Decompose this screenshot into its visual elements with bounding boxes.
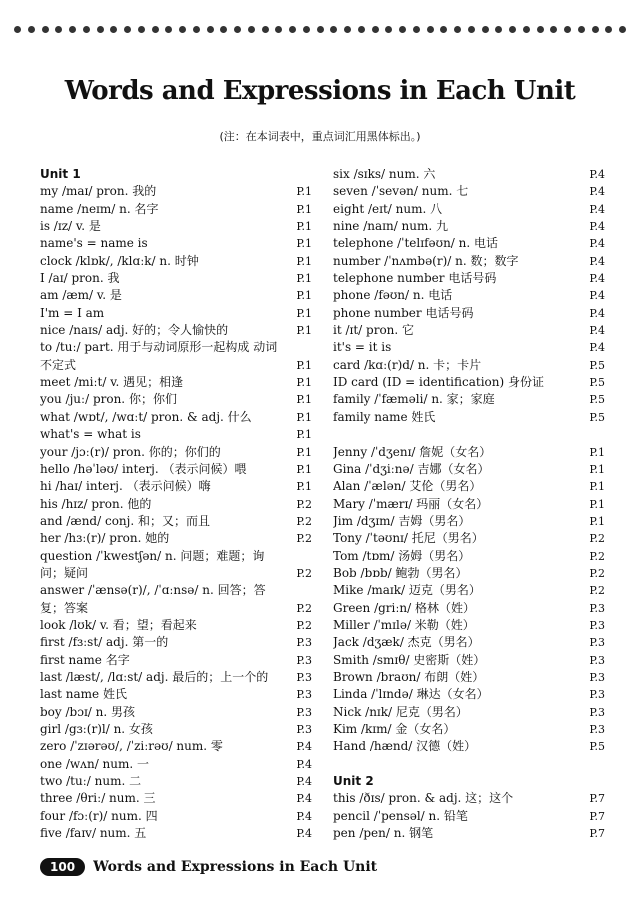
entry-page-ref: P.3 xyxy=(589,723,605,736)
vocab-entry xyxy=(333,496,605,513)
entry-text: Tom /tɒm/ 汤姆（男名） xyxy=(333,548,471,563)
unit-heading: Unit 1 xyxy=(40,167,81,181)
entry-text: Jack /dʒæk/ 杰克（男名） xyxy=(333,635,480,650)
border-dot xyxy=(523,26,530,33)
border-dot xyxy=(454,26,461,33)
vocab-entry xyxy=(333,478,605,495)
entry-page-ref: P.1 xyxy=(296,445,312,459)
entry-page-ref: P.1 xyxy=(296,462,312,476)
border-dot xyxy=(207,26,214,33)
vocab-entry xyxy=(333,565,605,582)
vocab-entry xyxy=(40,183,312,200)
entry-text: phone /fəʊn/ n. 电话 xyxy=(333,288,453,303)
vocab-entry xyxy=(333,704,605,721)
entry-text: girl /gɜː(r)l/ n. 女孩 xyxy=(40,722,153,736)
border-dot xyxy=(248,26,255,33)
entry-page-ref: P.1 xyxy=(296,410,312,424)
border-dot xyxy=(55,26,62,33)
entry-text: three /θriː/ num. 三 xyxy=(40,791,156,806)
entry-page-ref: P.3 xyxy=(296,636,312,650)
vocab-entry xyxy=(40,530,312,547)
entry-text: Jenny /ˈdʒenɪ/ 詹妮（女名） xyxy=(333,444,492,459)
entry-page-ref: P.2 xyxy=(296,601,312,615)
border-dot xyxy=(275,26,282,33)
left-column xyxy=(40,166,312,842)
entry-text: ID card (ID = identification) 身份证 xyxy=(333,375,545,390)
entry-text: hello /həˈləʊ/ interj. （表示问候）喂 xyxy=(40,461,247,476)
border-dot xyxy=(317,26,324,33)
entry-page-ref: P.1 xyxy=(296,272,312,286)
entry-page-ref: P.3 xyxy=(589,653,605,667)
border-dot xyxy=(234,26,241,33)
vocab-entry xyxy=(333,617,605,634)
entry-text: Mike /maɪk/ 迈克（男名） xyxy=(333,583,481,598)
entry-page-ref: P.4 xyxy=(589,254,605,268)
entry-text: Alan /ˈælən/ 艾伦（男名） xyxy=(333,479,482,494)
entry-text: name /neɪm/ n. 名字 xyxy=(40,201,159,216)
entry-page-ref: P.5 xyxy=(589,410,605,424)
vocab-entry xyxy=(333,808,605,825)
entry-page-ref: P.7 xyxy=(589,809,605,823)
entry-text: his /hɪz/ pron. 他的 xyxy=(40,496,152,511)
entry-page-ref: P.4 xyxy=(589,237,605,251)
border-dot xyxy=(262,26,269,33)
border-dot xyxy=(69,26,76,33)
border-dot xyxy=(564,26,571,33)
entry-page-ref: P.4 xyxy=(589,185,605,199)
vocab-entry xyxy=(40,444,312,461)
vocab-entry xyxy=(333,339,605,356)
entry-page-ref: P.5 xyxy=(589,393,605,407)
entry-page-ref: P.4 xyxy=(296,740,312,754)
entry-page-ref: P.4 xyxy=(589,272,605,286)
entry-text: last /læst/, /lɑːst/ adj. 最后的；上一个的 xyxy=(40,669,269,684)
unit-heading: Unit 2 xyxy=(333,774,374,789)
entry-text: one /wʌn/ num. 一 xyxy=(40,756,150,771)
entry-page-ref: P.5 xyxy=(589,358,605,372)
border-dot xyxy=(358,26,365,33)
entry-text: her /hɜː(r)/ pron. 她的 xyxy=(40,531,170,546)
border-dot xyxy=(289,26,296,33)
entry-text: answer /ˈænsə(r)/, /ˈɑːnsə/ n. 回答；答复；答案 xyxy=(40,583,266,615)
entry-text: Green /griːn/ 格林（姓） xyxy=(333,600,475,615)
page-title: Words and Expressions in Each Unit xyxy=(64,76,576,106)
vocab-entry xyxy=(40,808,312,825)
border-dot xyxy=(509,26,516,33)
entry-text: Mary /ˈmærɪ/ 玛丽（女名） xyxy=(333,496,489,511)
entry-text: what /wɒt/, /wɑːt/ pron. & adj. 什么 xyxy=(40,409,252,424)
vocab-entry xyxy=(333,461,605,478)
entry-page-ref: P.3 xyxy=(589,670,605,684)
entry-text: six /sɪks/ num. 六 xyxy=(333,167,436,181)
border-dot xyxy=(220,26,227,33)
entry-text: nice /naɪs/ adj. 好的；令人愉快的 xyxy=(40,323,229,338)
entry-page-ref: P.4 xyxy=(589,220,605,234)
entry-page-ref: P.1 xyxy=(296,185,312,199)
entry-page-ref: P.2 xyxy=(589,532,605,546)
entry-text: it's = it is xyxy=(333,340,392,355)
entry-text: pencil /ˈpensəl/ n. 铅笔 xyxy=(333,808,468,823)
entry-text: two /tuː/ num. 二 xyxy=(40,774,142,789)
entry-page-ref: P.3 xyxy=(589,636,605,650)
entry-page-ref: P.1 xyxy=(296,376,312,390)
border-dot xyxy=(440,26,447,33)
entry-page-ref: P.4 xyxy=(589,289,605,303)
vocab-entry xyxy=(333,374,605,391)
vocab-entry xyxy=(40,513,312,530)
border-dot xyxy=(399,26,406,33)
entry-text: Smith /smɪθ/ 史密斯（姓） xyxy=(333,652,486,667)
entry-text: I /aɪ/ pron. 我 xyxy=(40,271,120,286)
border-dot xyxy=(165,26,172,33)
entry-text: last name 姓氏 xyxy=(40,687,127,702)
vocab-entry xyxy=(333,669,605,686)
vocab-entry xyxy=(40,582,312,617)
vocab-entry xyxy=(333,235,605,252)
entry-text: phone number 电话号码 xyxy=(333,305,474,320)
vocab-entry xyxy=(40,426,312,443)
entry-text: Miller /ˈmɪlə/ 米勒（姓） xyxy=(333,617,475,632)
border-dot xyxy=(344,26,351,33)
entry-page-ref: P.7 xyxy=(589,827,605,841)
entry-page-ref: P.3 xyxy=(296,670,312,684)
border-dot xyxy=(97,26,104,33)
entry-text: meet /miːt/ v. 遇见；相逢 xyxy=(40,375,184,390)
vocab-entry xyxy=(40,409,312,426)
vocab-entry xyxy=(40,738,312,755)
vocab-entry xyxy=(40,322,312,339)
vocab-entry xyxy=(40,391,312,408)
entry-page-ref: P.1 xyxy=(589,462,605,476)
entry-text: to /tuː/ part. 用于与动词原形一起构成 动词不定式 xyxy=(40,340,278,372)
vocab-entry xyxy=(40,634,312,651)
entry-text: eight /eɪt/ num. 八 xyxy=(333,201,443,216)
decorative-dot-border xyxy=(14,26,626,36)
border-dot xyxy=(578,26,585,33)
vocab-entry xyxy=(333,825,605,842)
page-footer xyxy=(40,858,377,876)
border-dot xyxy=(303,26,310,33)
vocab-entry xyxy=(40,339,312,374)
entry-text: is /ɪz/ v. 是 xyxy=(40,219,101,234)
entry-page-ref: P.1 xyxy=(296,480,312,494)
entry-text: family name 姓氏 xyxy=(333,409,436,424)
entry-page-ref: P.3 xyxy=(296,723,312,736)
entry-page-ref: P.4 xyxy=(589,202,605,216)
entry-page-ref: P.2 xyxy=(296,514,312,528)
border-dot xyxy=(14,26,21,33)
entry-page-ref: P.4 xyxy=(589,324,605,338)
entry-page-ref: P.3 xyxy=(589,705,605,719)
entry-text: you /juː/ pron. 你；你们 xyxy=(40,392,177,407)
border-dot xyxy=(619,26,626,33)
vocab-entry xyxy=(333,652,605,669)
entry-text: look /lʊk/ v. 看；望；看起来 xyxy=(40,617,197,632)
border-dot xyxy=(83,26,90,33)
entry-page-ref: P.3 xyxy=(296,688,312,702)
vocab-entry xyxy=(40,496,312,513)
vocab-entry xyxy=(333,166,605,183)
entry-text: what's = what is xyxy=(40,427,141,442)
vocab-entry xyxy=(40,548,312,583)
vocab-entry xyxy=(40,374,312,391)
entry-text: zero /ˈzɪərəʊ/, /ˈziːrəʊ/ num. 零 xyxy=(40,739,223,754)
vocab-entry xyxy=(333,270,605,287)
border-dot xyxy=(179,26,186,33)
entry-text: telephone number 电话号码 xyxy=(333,271,497,286)
vocab-entry xyxy=(40,201,312,218)
entry-text: pen /pen/ n. 钢笔 xyxy=(333,826,434,841)
border-dot xyxy=(330,26,337,33)
vocab-entry xyxy=(333,305,605,322)
entry-text: Hand /hænd/ 汉德（姓） xyxy=(333,739,477,754)
section-gap xyxy=(333,756,605,773)
entry-text: this /ðɪs/ pron. & adj. 这；这个 xyxy=(333,791,514,806)
border-dot xyxy=(605,26,612,33)
entry-text: nine /naɪn/ num. 九 xyxy=(333,219,449,234)
entry-page-ref: P.4 xyxy=(296,809,312,823)
vocab-entry xyxy=(333,444,605,461)
entry-page-ref: P.1 xyxy=(296,289,312,303)
entry-text: seven /ˈsevən/ num. 七 xyxy=(333,184,469,199)
page-number-badge: 100 xyxy=(40,858,85,876)
entry-page-ref: P.1 xyxy=(296,237,312,251)
vocab-entry xyxy=(40,253,312,270)
vocab-entry xyxy=(333,634,605,651)
entry-text: first /fɜːst/ adj. 第一的 xyxy=(40,635,169,650)
entry-text: Tony /ˈtəʊnɪ/ 托尼（男名） xyxy=(333,531,484,546)
entry-page-ref: P.4 xyxy=(589,168,605,181)
entry-text: card /kɑː(r)d/ n. 卡；卡片 xyxy=(333,357,482,372)
vocab-entry xyxy=(333,738,605,755)
border-dot xyxy=(110,26,117,33)
entry-text: am /æm/ v. 是 xyxy=(40,288,122,303)
entry-page-ref: P.3 xyxy=(589,688,605,702)
vocab-entry xyxy=(333,201,605,218)
border-dot xyxy=(537,26,544,33)
border-dot xyxy=(372,26,379,33)
entry-page-ref: P.1 xyxy=(296,324,312,338)
vocab-entry xyxy=(333,790,605,807)
vocab-entry xyxy=(333,686,605,703)
vocab-entry xyxy=(333,530,605,547)
entry-text: hi /haɪ/ interj. （表示问候）嗨 xyxy=(40,479,211,494)
entry-page-ref: P.1 xyxy=(589,514,605,528)
vocab-entry xyxy=(40,235,312,252)
footer-title: Words and Expressions in Each Unit xyxy=(93,859,378,875)
entry-page-ref: P.2 xyxy=(589,549,605,563)
entry-page-ref: P.3 xyxy=(296,705,312,719)
vocab-entry xyxy=(333,721,605,738)
vocab-entry xyxy=(333,391,605,408)
entry-page-ref: P.2 xyxy=(296,497,312,511)
vocab-entry xyxy=(40,218,312,235)
entry-page-ref: P.4 xyxy=(296,792,312,806)
entry-page-ref: P.4 xyxy=(296,775,312,789)
entry-text: I'm = I am xyxy=(40,305,105,320)
vocab-entry xyxy=(333,513,605,530)
entry-text: boy /bɔɪ/ n. 男孩 xyxy=(40,704,135,719)
entry-page-ref: P.2 xyxy=(296,532,312,546)
border-dot xyxy=(413,26,420,33)
vocab-entry xyxy=(40,790,312,807)
border-dot xyxy=(138,26,145,33)
vocab-entry xyxy=(333,548,605,565)
entry-page-ref: P.5 xyxy=(589,740,605,754)
entry-page-ref: P.2 xyxy=(296,618,312,632)
border-dot xyxy=(550,26,557,33)
vocab-entry xyxy=(333,600,605,617)
entry-page-ref: P.1 xyxy=(589,497,605,511)
border-dot xyxy=(28,26,35,33)
right-column xyxy=(333,166,605,842)
border-dot xyxy=(468,26,475,33)
vocab-entry xyxy=(333,253,605,270)
entry-page-ref: P.1 xyxy=(296,220,312,234)
section-gap xyxy=(333,426,605,443)
entry-text: Nick /nɪk/ 尼克（男名） xyxy=(333,704,468,719)
entry-text: and /ænd/ conj. 和；又；而且 xyxy=(40,513,210,528)
vocab-entry xyxy=(40,773,312,790)
entry-page-ref: P.4 xyxy=(296,827,312,841)
entry-text: Kim /kɪm/ 金（女名） xyxy=(333,722,456,736)
entry-text: four /fɔː(r)/ num. 四 xyxy=(40,808,158,823)
entry-text: clock /klɒk/, /klɑːk/ n. 时钟 xyxy=(40,253,199,268)
border-dot xyxy=(152,26,159,33)
entry-page-ref: P.2 xyxy=(589,584,605,598)
entry-text: my /maɪ/ pron. 我的 xyxy=(40,184,157,199)
entry-page-ref: P.1 xyxy=(296,254,312,268)
border-dot xyxy=(124,26,131,33)
vocab-entry xyxy=(40,287,312,304)
vocab-entry xyxy=(40,652,312,669)
vocab-entry xyxy=(40,305,312,322)
entry-text: name's = name is xyxy=(40,236,148,251)
entry-text: number /ˈnʌmbə(r)/ n. 数；数字 xyxy=(333,253,519,268)
vocab-entry xyxy=(40,825,312,842)
entry-page-ref: P.3 xyxy=(296,653,312,667)
vocab-entry xyxy=(333,218,605,235)
entry-page-ref: P.4 xyxy=(589,341,605,355)
border-dot xyxy=(495,26,502,33)
entry-page-ref: P.7 xyxy=(589,792,605,806)
entry-text: your /jɔː(r)/ pron. 你的；你们的 xyxy=(40,444,221,459)
vocab-entry xyxy=(40,704,312,721)
border-dot xyxy=(42,26,49,33)
entry-page-ref: P.5 xyxy=(589,376,605,390)
vocab-entry xyxy=(40,686,312,703)
vocab-entry xyxy=(333,582,605,599)
entry-page-ref: P.1 xyxy=(296,306,312,320)
entry-page-ref: P.1 xyxy=(296,202,312,216)
vocab-entry xyxy=(40,461,312,478)
entry-text: question /ˈkwestʃən/ n. 问题；难题；询问；疑问 xyxy=(40,548,265,580)
vocab-entry xyxy=(40,478,312,495)
entry-page-ref: P.1 xyxy=(589,480,605,494)
vocab-entry xyxy=(333,409,605,426)
vocab-entry xyxy=(40,617,312,634)
border-dot xyxy=(427,26,434,33)
entry-page-ref: P.1 xyxy=(589,445,605,459)
border-dot xyxy=(592,26,599,33)
entry-page-ref: P.3 xyxy=(589,618,605,632)
entry-text: it /ɪt/ pron. 它 xyxy=(333,323,415,338)
entry-text: Brown /braʊn/ 布朗（姓） xyxy=(333,669,485,684)
entry-page-ref: P.1 xyxy=(296,393,312,407)
entry-text: family /ˈfæməli/ n. 家；家庭 xyxy=(333,392,495,407)
border-dot xyxy=(385,26,392,33)
entry-text: Linda /ˈlɪndə/ 琳达（女名） xyxy=(333,687,489,702)
entry-page-ref: P.4 xyxy=(589,306,605,320)
border-dot xyxy=(193,26,200,33)
entry-text: Jim /dʒɪm/ 吉姆（男名） xyxy=(333,513,471,528)
entry-page-ref: P.1 xyxy=(296,358,312,372)
vocab-entry xyxy=(333,322,605,339)
page-note: (注：在本词表中，重点词汇用黑体标出。) xyxy=(219,130,421,143)
vocab-entry xyxy=(40,756,312,773)
entry-text: telephone /ˈtelɪfəʊn/ n. 电话 xyxy=(333,236,499,251)
vocab-entry xyxy=(333,357,605,374)
entry-page-ref: P.2 xyxy=(589,566,605,580)
vocab-entry xyxy=(40,669,312,686)
entry-text: Gina /ˈdʒiːnə/ 吉娜（女名） xyxy=(333,461,490,476)
vocab-entry xyxy=(333,287,605,304)
entry-page-ref: P.1 xyxy=(296,428,312,442)
entry-page-ref: P.4 xyxy=(296,757,312,771)
entry-text: first name 名字 xyxy=(40,652,130,667)
entry-text: Bob /bɒb/ 鲍勃（男名） xyxy=(333,565,468,580)
vocab-entry xyxy=(40,721,312,738)
vocab-entry xyxy=(333,183,605,200)
entry-page-ref: P.3 xyxy=(589,601,605,615)
entry-page-ref: P.2 xyxy=(296,566,312,580)
vocab-entry xyxy=(40,270,312,287)
entry-text: five /faɪv/ num. 五 xyxy=(40,826,147,841)
border-dot xyxy=(482,26,489,33)
